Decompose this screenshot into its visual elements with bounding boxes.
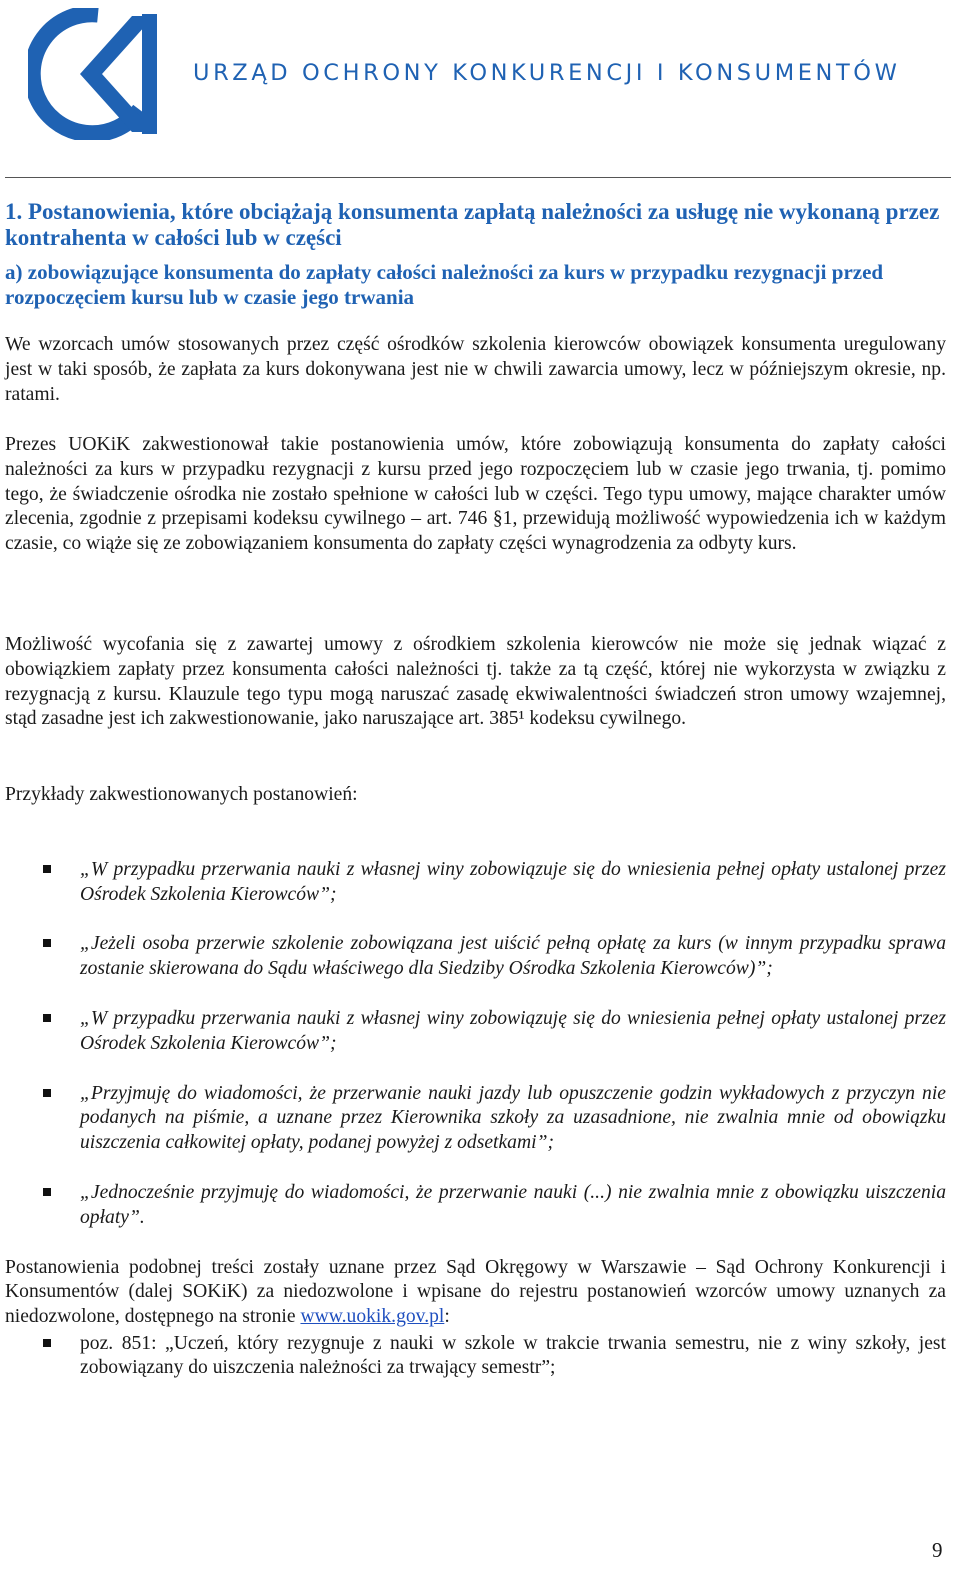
bullet-square-icon	[43, 1089, 51, 1097]
paragraph-block	[5, 633, 946, 783]
paragraph-uokik-position: Prezes UOKiK zakwestionował takie postanowienia umów, które zobowiązują konsumenta do zapłaty całości należności za kurs w przypadku rezygnacji z kursu przed jego rozpoczęciem lub w czasie jego trwania, tj. pomimo tego, że świadczenie ośrodka nie zostało spełnione w całości lub w części. Tego typu umowy, mające charakter umów zlecenia, zgodnie z przepisami kodeksu cywilnego – art. 746 §1, przewidują możliwość wypowiedzenia ich w każdym czasie, co wiąże się ze zobowiązaniem konsumenta do zapłaty części wynagrodzenia za odbyty kurs.	[5, 434, 946, 555]
paragraph-intro: We wzorcach umów stosowanych przez część ośrodków szkolenia kierowców obowiązek konsumenta uregulowany jest w taki sposób, że zapłata za kurs dokonywana jest nie w chwili zawarcia umowy, lecz w późniejszym okresie, np. ratami.	[5, 334, 946, 405]
paragraph-block	[5, 333, 946, 433]
subsection-heading: a) zobowiązujące konsumenta do zapłaty całości należności za kurs w przypadku rezygnacji przed rozpoczęciem kursu lub w czasie jego trwania	[5, 260, 884, 309]
spacer	[5, 808, 946, 833]
bullet-square-icon	[43, 1188, 51, 1196]
paragraph-block	[5, 1256, 946, 1328]
list-item	[5, 1181, 946, 1231]
section-heading-block	[5, 199, 946, 260]
example-quote: „Jeżeli osoba przerwie szkolenie zobowiązana jest uiścić pełną opłatę za kurs (w innym przypadku sprawa zostanie skierowana do Sądu właściwego dla Siedziby Ośrodka Szkolenia Kierowców)”;	[80, 933, 946, 980]
list-item	[5, 1082, 946, 1156]
paragraph-block	[5, 433, 946, 633]
list-item	[5, 858, 946, 908]
list-item	[5, 1007, 946, 1057]
page-number: 9	[932, 1538, 943, 1562]
paragraph-withdrawal: Możliwość wycofania się z zawartej umowy z ośrodkiem szkolenia kierowców nie może się jednak wiązać z obowiązkiem zapłaty przez konsumenta całości należności tj. także za tą część, której nie wykorzysta w związku z rezygnacją z kursu. Klauzule tego typu mogą naruszać zasadę ekwiwalentności świadczeń stron umowy wzajemnej, stąd zasadne jest ich zakwestionowanie, jako naruszające art. 385¹ kodeksu cywilnego.	[5, 634, 946, 730]
bullet-square-icon	[43, 865, 51, 873]
example-quote: „W przypadku przerwania nauki z własnej winy zobowiązuje się do wniesienia pełnej opłaty ustalonej przez Ośrodek Szkolenia Kierowców”;	[80, 858, 946, 905]
example-quote: „Przyjmuję do wiadomości, że przerwanie nauki jazdy lub opuszczenie godzin wykładowych z przyczyn nie podanych na piśmie, a uznane przez Kierownika szkoły za uzasadnione, nie zwalnia mnie od obowiązku uiszczenia całkowitej opłaty, podanej powyżej z odsetkami”;	[80, 1082, 946, 1154]
examples-list	[5, 858, 946, 1231]
bullet-square-icon	[43, 1339, 51, 1347]
subsection-heading-block	[5, 260, 946, 333]
sokik-text: Postanowienia podobnej treści zostały uznane przez Sąd Okręgowy w Warszawie – Sąd Ochrony Konkurencji i Konsumentów (dalej SOKiK) za niedozwolone i wpisane do rejestru postanowień wzorców umowy uznanych za niedozwolone, dostępnego na stronie	[5, 1256, 946, 1328]
example-quote: „W przypadku przerwania nauki z własnej winy zobowiązuję się do wniesienia pełnej opłaty ustalonej przez Ośrodek Szkolenia Kierowców”;	[80, 1007, 946, 1054]
uokik-website-link[interactable]: www.uokik.gov.pl	[300, 1306, 445, 1328]
example-quote: „Jednocześnie przyjmuję do wiadomości, że przerwanie nauki (...) nie zwalnia mnie z obowiązku uiszczenia opłaty”.	[80, 1181, 946, 1228]
uokik-logo-icon	[28, 8, 160, 140]
register-entry: poz. 851: „Uczeń, który rezygnuje z nauki w szkole w trakcie trwania semestru, nie z winy szkoły, jest zobowiązany do uiszczenia należności za trwający semestr”;	[80, 1332, 946, 1379]
organization-name: URZĄD OCHRONY KONKURENCJI I KONSUMENTÓW	[193, 60, 901, 86]
spacer	[5, 833, 946, 858]
header-divider	[5, 177, 951, 178]
bullet-square-icon	[43, 1014, 51, 1022]
list-item	[5, 932, 946, 982]
document-body	[5, 199, 946, 1381]
page-header	[0, 0, 960, 190]
examples-intro: Przykłady zakwestionowanych postanowień:	[5, 784, 358, 805]
bullet-square-icon	[43, 939, 51, 947]
list-item	[5, 1332, 946, 1382]
register-entries-list	[5, 1332, 946, 1382]
section-heading: 1. Postanowienia, które obciążają konsumenta zapłatą należności za usługę nie wykonaną przez kontrahenta w całości lub w części	[5, 199, 940, 250]
sokik-text-end: :	[444, 1306, 450, 1328]
